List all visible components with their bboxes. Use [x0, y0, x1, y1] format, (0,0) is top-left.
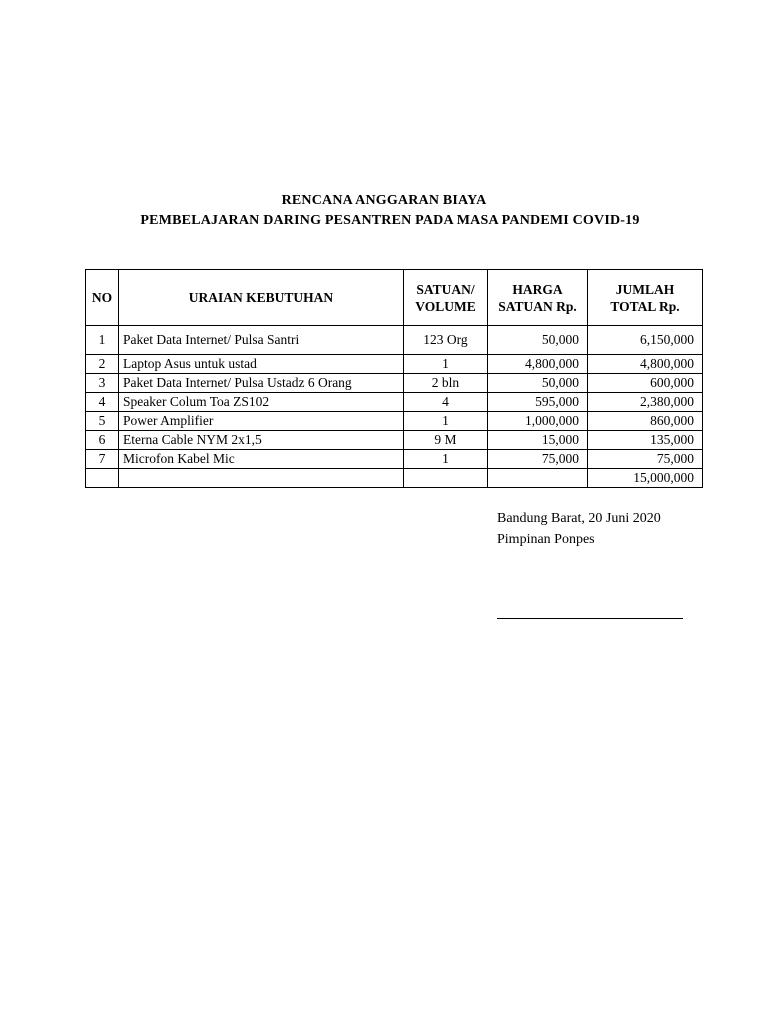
- row-description: Power Amplifier: [119, 412, 404, 431]
- table-row: [86, 393, 703, 412]
- row-price: 15,000: [488, 431, 588, 450]
- grand-total-value: 15,000,000: [588, 469, 703, 488]
- table-row: [86, 431, 703, 450]
- row-volume: 2 bln: [404, 374, 488, 393]
- row-description: Paket Data Internet/ Pulsa Ustadz 6 Orang: [119, 374, 404, 393]
- row-price: 4,800,000: [488, 355, 588, 374]
- row-volume: 1: [404, 412, 488, 431]
- row-total: 135,000: [588, 431, 703, 450]
- header-volume: [404, 270, 488, 326]
- row-price: 1,000,000: [488, 412, 588, 431]
- header-volume-line-2: VOLUME: [415, 298, 476, 314]
- header-price-line-1: HARGA: [512, 281, 563, 297]
- row-price: 75,000: [488, 450, 588, 469]
- row-price: 50,000: [488, 326, 588, 355]
- row-volume: 1: [404, 355, 488, 374]
- table-row: [86, 412, 703, 431]
- row-no: 5: [86, 412, 119, 431]
- header-price-line-2: SATUAN Rp.: [498, 298, 577, 314]
- grand-total-empty-cell: [86, 469, 119, 488]
- table-row: [86, 374, 703, 393]
- header-no: NO: [86, 270, 119, 326]
- document-subtitle: PEMBELAJARAN DARING PESANTREN PADA MASA PANDEMI COVID-19: [140, 213, 640, 228]
- row-no: 2: [86, 355, 119, 374]
- row-description: Speaker Colum Toa ZS102: [119, 393, 404, 412]
- header-price: [488, 270, 588, 326]
- header-description: URAIAN KEBUTUHAN: [119, 270, 404, 326]
- signature-place-date: Bandung Barat, 20 Juni 2020: [497, 511, 661, 526]
- header-total: [588, 270, 703, 326]
- signature-block: [497, 508, 661, 550]
- row-volume: 9 M: [404, 431, 488, 450]
- row-total: 600,000: [588, 374, 703, 393]
- row-description: Eterna Cable NYM 2x1,5: [119, 431, 404, 450]
- row-total: 75,000: [588, 450, 703, 469]
- row-total: 860,000: [588, 412, 703, 431]
- signature-role: Pimpinan Ponpes: [497, 532, 595, 547]
- table-row: [86, 326, 703, 355]
- document-title: RENCANA ANGGARAN BIAYA: [281, 193, 487, 208]
- table-row: [86, 355, 703, 374]
- header-total-line-1: JUMLAH: [615, 281, 675, 297]
- grand-total-empty-cell: [404, 469, 488, 488]
- row-total: 6,150,000: [588, 326, 703, 355]
- header-volume-line-1: SATUAN/: [416, 281, 475, 297]
- grand-total-empty-cell: [488, 469, 588, 488]
- table-row: [86, 450, 703, 469]
- row-price: 50,000: [488, 374, 588, 393]
- row-volume: 1: [404, 450, 488, 469]
- row-no: 6: [86, 431, 119, 450]
- row-description: Laptop Asus untuk ustad: [119, 355, 404, 374]
- row-description: Microfon Kabel Mic: [119, 450, 404, 469]
- row-no: 7: [86, 450, 119, 469]
- table-header-row: [86, 270, 703, 326]
- row-no: 4: [86, 393, 119, 412]
- row-total: 4,800,000: [588, 355, 703, 374]
- budget-table: [85, 269, 703, 488]
- row-description: Paket Data Internet/ Pulsa Santri: [119, 326, 404, 355]
- row-volume: 123 Org: [404, 326, 488, 355]
- row-no: 3: [86, 374, 119, 393]
- row-total: 2,380,000: [588, 393, 703, 412]
- header-total-line-2: TOTAL Rp.: [610, 298, 680, 314]
- row-volume: 4: [404, 393, 488, 412]
- row-price: 595,000: [488, 393, 588, 412]
- row-no: 1: [86, 326, 119, 355]
- signature-line: [497, 618, 683, 619]
- grand-total-row: [86, 469, 703, 488]
- grand-total-empty-cell: [119, 469, 404, 488]
